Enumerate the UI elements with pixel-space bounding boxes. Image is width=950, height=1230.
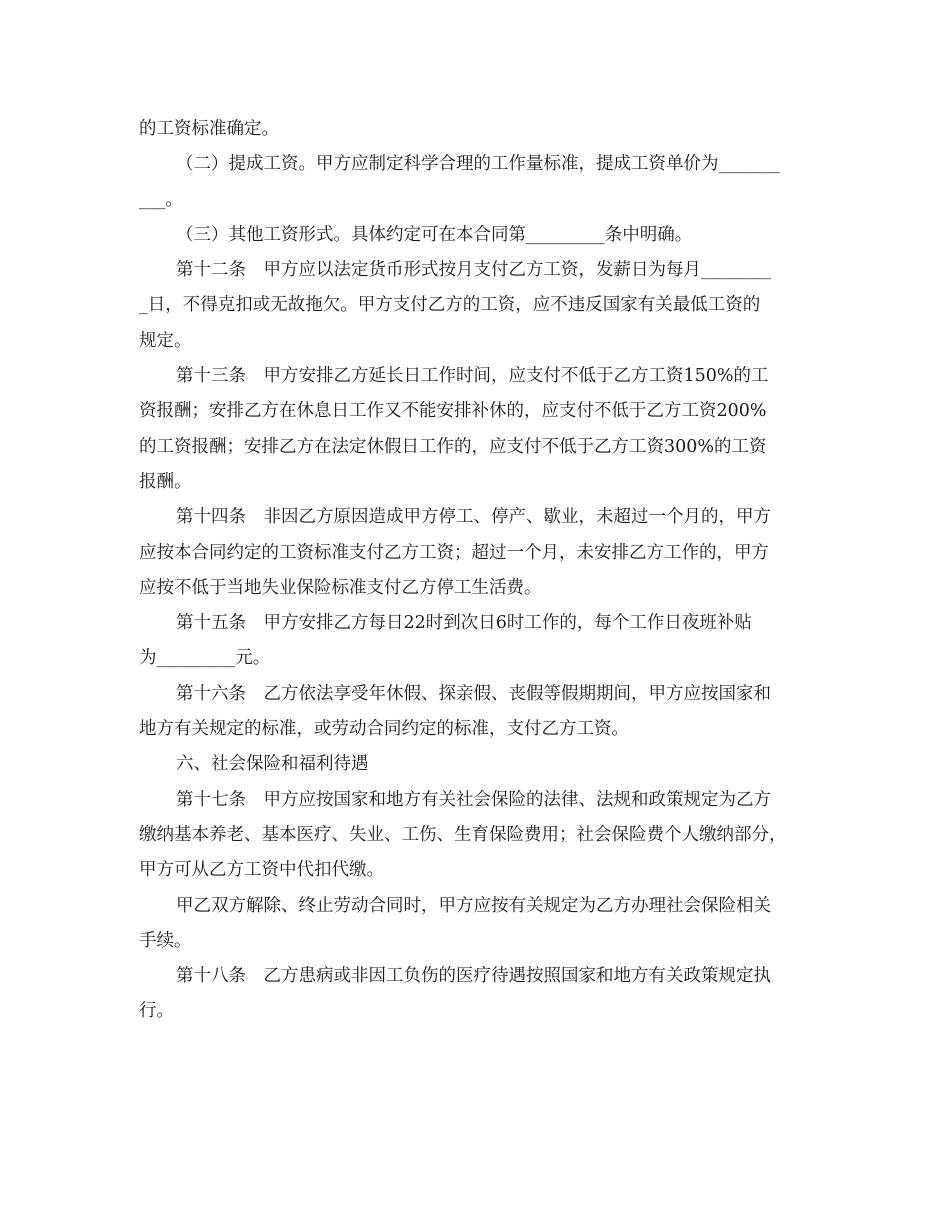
text-line: 缴纳基本养老、基本医疗、失业、工伤、生育保险费用；社会保险费个人缴纳部分， xyxy=(139,824,787,845)
text-line: 为_________元。 xyxy=(139,648,271,669)
text-line: 第十七条 甲方应按国家和地方有关社会保险的法律、法规和政策规定为乙方 xyxy=(176,789,771,810)
text-line: 报酬。 xyxy=(139,471,192,492)
contract-body-text xyxy=(139,112,815,1030)
text-line: 甲方可从乙方工资中代扣代缴。 xyxy=(139,860,384,881)
text-line: （三）其他工资形式。具体约定可在本合同第_________条中明确。 xyxy=(176,224,693,245)
text-line: 第十三条 甲方安排乙方延长日工作时间，应支付不低于乙方工资150%的工 xyxy=(176,366,769,387)
text-line: ___。 xyxy=(139,189,183,210)
text-line: 第十五条 甲方安排乙方每日22时到次日6时工作的，每个工作日夜班补贴 xyxy=(176,613,752,634)
text-line: 行。 xyxy=(139,1001,174,1022)
text-line: 第十六条 乙方依法享受年休假、探亲假、丧假等假期期间，甲方应按国家和 xyxy=(176,683,771,704)
text-line: 应按本合同约定的工资标准支付乙方工资；超过一个月，未安排乙方工作的，甲方 xyxy=(139,542,769,563)
text-line: 规定。 xyxy=(139,330,192,351)
text-line: _日，不得克扣或无故拖欠。甲方支付乙方的工资，应不违反国家有关最低工资的 xyxy=(139,295,761,316)
text-line: 应按不低于当地失业保险标准支付乙方停工生活费。 xyxy=(139,577,542,598)
text-line: 甲乙双方解除、终止劳动合同时，甲方应按有关规定为乙方办理社会保险相关 xyxy=(176,895,771,916)
section-heading: 六、社会保险和福利待遇 xyxy=(176,754,369,775)
text-line: 地方有关规定的标准，或劳动合同约定的标准，支付乙方工资。 xyxy=(139,719,629,740)
text-line: （二）提成工资。甲方应制定科学合理的工作量标准，提成工资单价为_______ xyxy=(176,154,780,175)
text-line: 第十八条 乙方患病或非因工负伤的医疗待遇按照国家和地方有关政策规定执 xyxy=(176,966,771,987)
text-line: 的工资标准确定。 xyxy=(139,119,279,139)
text-line: 手续。 xyxy=(139,930,192,951)
text-line: 资报酬；安排乙方在休息日工作又不能安排补休的，应支付不低于乙方工资200% xyxy=(139,401,767,422)
text-line: 第十二条 甲方应以法定货币形式按月支付乙方工资，发薪日为每月________ xyxy=(176,260,771,281)
text-line: 的工资报酬；安排乙方在法定休假日工作的，应支付不低于乙方工资300%的工资 xyxy=(139,436,767,457)
text-line: 第十四条 非因乙方原因造成甲方停工、停产、歇业，未超过一个月的，甲方 xyxy=(176,507,771,528)
